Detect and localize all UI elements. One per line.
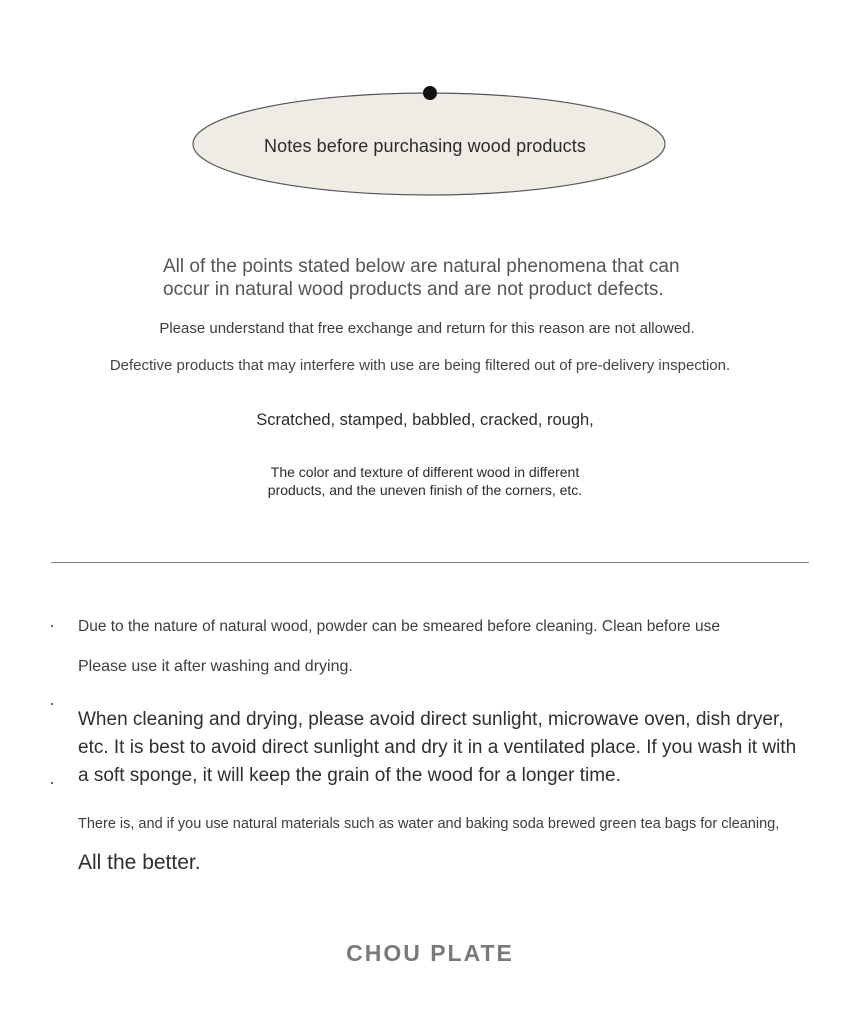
care-natural-materials-text: There is, and if you use natural materials such as water and baking soda brewed green tea bags for cleaning, [78,816,780,832]
texture-line-1: The color and texture of different wood in different [270,464,580,480]
bullet-dot-icon [51,703,53,705]
badge-pin-icon [423,86,437,100]
texture-line-2: products, and the uneven finish of the corners, etc. [267,482,583,498]
bullet-dot-icon [51,782,53,784]
care-washing-text: Please use it after washing and drying. [78,658,353,675]
intro-line-2: occur in natural wood products and are not product defects. [163,279,664,300]
care-drying-text: When cleaning and drying, please avoid direct sunlight, microwave oven, dish dryer, etc. It is best to avoid direct sunlight and dry it in a ventilated place. If you wash it with a soft sponge, it will keep the grain of the wood for a longer time. [78,709,797,786]
care-better-text: All the better. [78,851,201,874]
intro-text [163,255,723,301]
title-badge [192,84,668,198]
intro-line-1: All of the points stated below are natural phenomena that can [163,256,680,277]
phenomena-list: Scratched, stamped, babbled, cracked, rough, [256,411,594,429]
section-divider [51,562,809,563]
brand-name: CHOU PLATE [346,940,514,966]
care-powder-text: Due to the nature of natural wood, powder can be smeared before cleaning. Clean before use [78,618,720,635]
texture-note [0,463,855,499]
inspection-note: Defective products that may interfere with use are being filtered out of pre-delivery inspection. [109,357,731,374]
bullet-dot-icon [51,625,53,627]
page-title: Notes before purchasing wood products [264,136,586,156]
exchange-policy-note: Please understand that free exchange and return for this reason are not allowed. [159,320,695,337]
